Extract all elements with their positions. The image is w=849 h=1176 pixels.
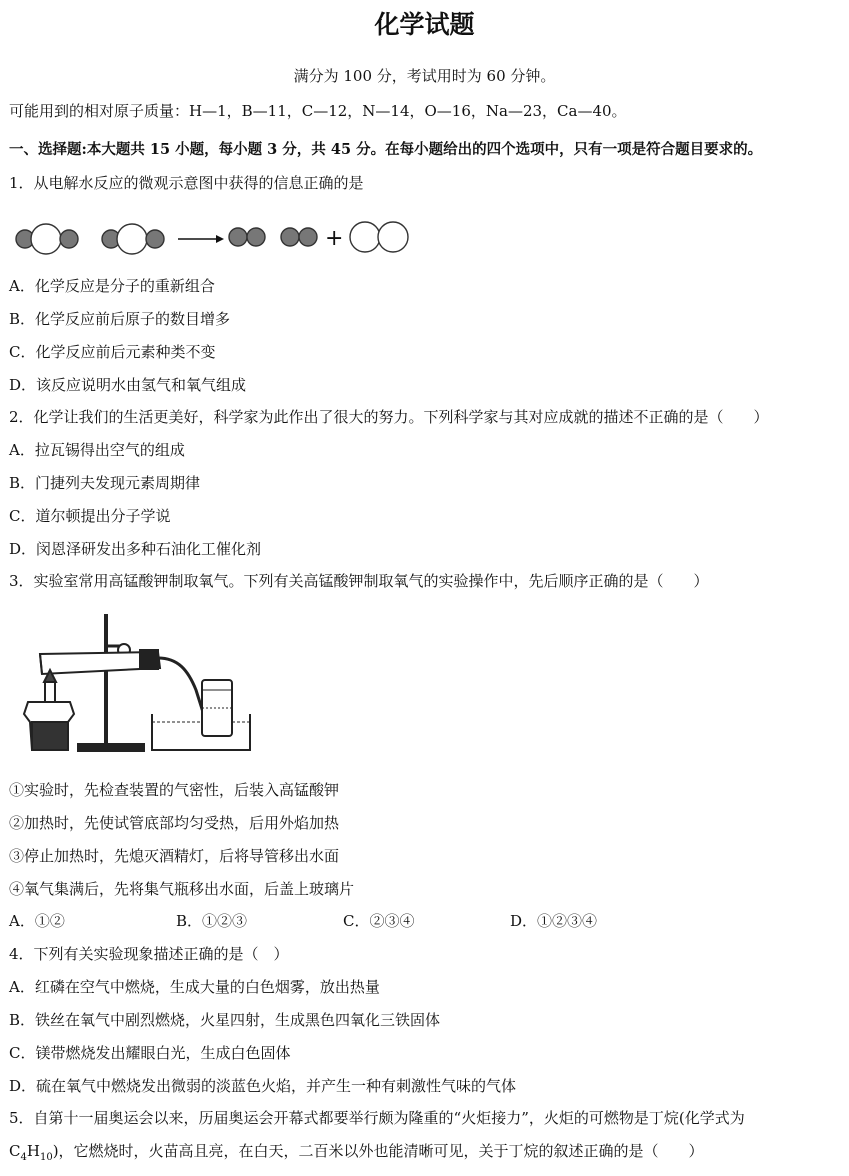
- section-heading: 一、选择题:本大题共 15 小题，每小题 3 分，共 45 分。在每小题给出的四个选项中，只有一项是符合题目要求的。: [9, 141, 763, 158]
- hydrogen-atom: [229, 228, 247, 246]
- atomic-masses: 可能用到的相对原子质量：H—1，B—11，C—12，N—14，O—16，Na—23，Ca—40。: [9, 102, 627, 120]
- q3-stem: 3．实验室常用高锰酸钾制取氧气。下列有关高锰酸钾制取氧气的实验操作中，先后顺序正确的是（ ）: [9, 572, 709, 590]
- q4-option-d: D．硫在氧气中燃烧发出微弱的淡蓝色火焰，并产生一种有刺激性气味的气体: [9, 1077, 517, 1095]
- oxygen-atom: [350, 222, 380, 252]
- q3-statement-3: ③停止加热时，先熄灭酒精灯，后将导管移出水面: [9, 847, 340, 865]
- q1-option-a: A．化学反应是分子的重新组合: [9, 277, 215, 295]
- q2-option-c: C．道尔顿提出分子学说: [9, 507, 171, 525]
- hydrogen-atom: [60, 230, 78, 248]
- q5-formula-h: H: [26, 1142, 40, 1160]
- electrolysis-diagram: [12, 218, 422, 260]
- hydrogen-atom: [146, 230, 164, 248]
- q3-statement-2: ②加热时，先使试管底部均匀受热，后用外焰加热: [9, 814, 340, 832]
- q3-statement-1: ①实验时，先检查装置的气密性，后装入高锰酸钾: [9, 781, 340, 799]
- q5-formula-sub10: 10: [39, 1152, 53, 1163]
- hydrogen-atom: [247, 228, 265, 246]
- q3-option-d: D．①②③④: [510, 912, 598, 930]
- oxygen-atom: [117, 224, 147, 254]
- q5-formula-sub4: 4: [20, 1152, 27, 1163]
- q2-option-a: A．拉瓦锡得出空气的组成: [9, 441, 185, 459]
- oxygen-apparatus-diagram: [18, 610, 254, 758]
- q5-stem-line2: [9, 1141, 704, 1168]
- q3-option-b: B．①②③: [176, 912, 248, 930]
- q3-option-c: C．②③④: [343, 912, 415, 930]
- hydrogen-atom: [281, 228, 299, 246]
- q5-formula-c: C: [9, 1142, 21, 1160]
- arrow-head: [216, 235, 224, 243]
- q2-option-b: B．门捷列夫发现元素周期律: [9, 474, 201, 492]
- q4-stem: 4．下列有关实验现象描述正确的是（ ）: [9, 945, 289, 963]
- q3-option-a: A．①②: [9, 912, 65, 930]
- q1-option-d: D．该反应说明水由氢气和氧气组成: [9, 376, 247, 394]
- oxygen-atom: [378, 222, 408, 252]
- plus-sign: +: [325, 226, 344, 251]
- q5-stem: 5．自第十一届奥运会以来，历届奥运会开幕式都要举行颇为隆重的“火炬接力”，火炬的可燃物是丁烷(化学式为: [9, 1109, 745, 1127]
- hydrogen-atom: [299, 228, 317, 246]
- q3-statement-4: ④氧气集满后，先将集气瓶移出水面，后盖上玻璃片: [9, 880, 355, 898]
- q1-stem: 1．从电解水反应的微观示意图中获得的信息正确的是: [9, 174, 364, 192]
- exam-subtitle: 满分为 100 分，考试用时为 60 分钟。: [293, 67, 556, 85]
- q2-stem: 2．化学让我们的生活更美好，科学家为此作出了很大的努力。下列科学家与其对应成就的描述不正确的是（ ）: [9, 408, 769, 426]
- q1-option-b: B．化学反应前后原子的数目增多: [9, 310, 231, 328]
- page-title: 化学试题: [374, 10, 475, 39]
- q4-option-b: B．铁丝在氧气中剧烈燃烧，火星四射，生成黑色四氧化三铁固体: [9, 1011, 441, 1029]
- q4-option-a: A．红磷在空气中燃烧，生成大量的白色烟雾，放出热量: [9, 978, 380, 996]
- oxygen-atom: [31, 224, 61, 254]
- q5-stem-rest: )，它燃烧时，火苗高且亮，在白天，二百米以外也能清晰可见，关于丁烷的叙述正确的是（ ）: [52, 1142, 704, 1160]
- q2-option-d: D．闵恩泽研发出多种石油化工催化剂: [9, 540, 262, 558]
- q1-option-c: C．化学反应前后元素种类不变: [9, 343, 216, 361]
- q4-option-c: C．镁带燃烧发出耀眼白光，生成白色固体: [9, 1044, 291, 1062]
